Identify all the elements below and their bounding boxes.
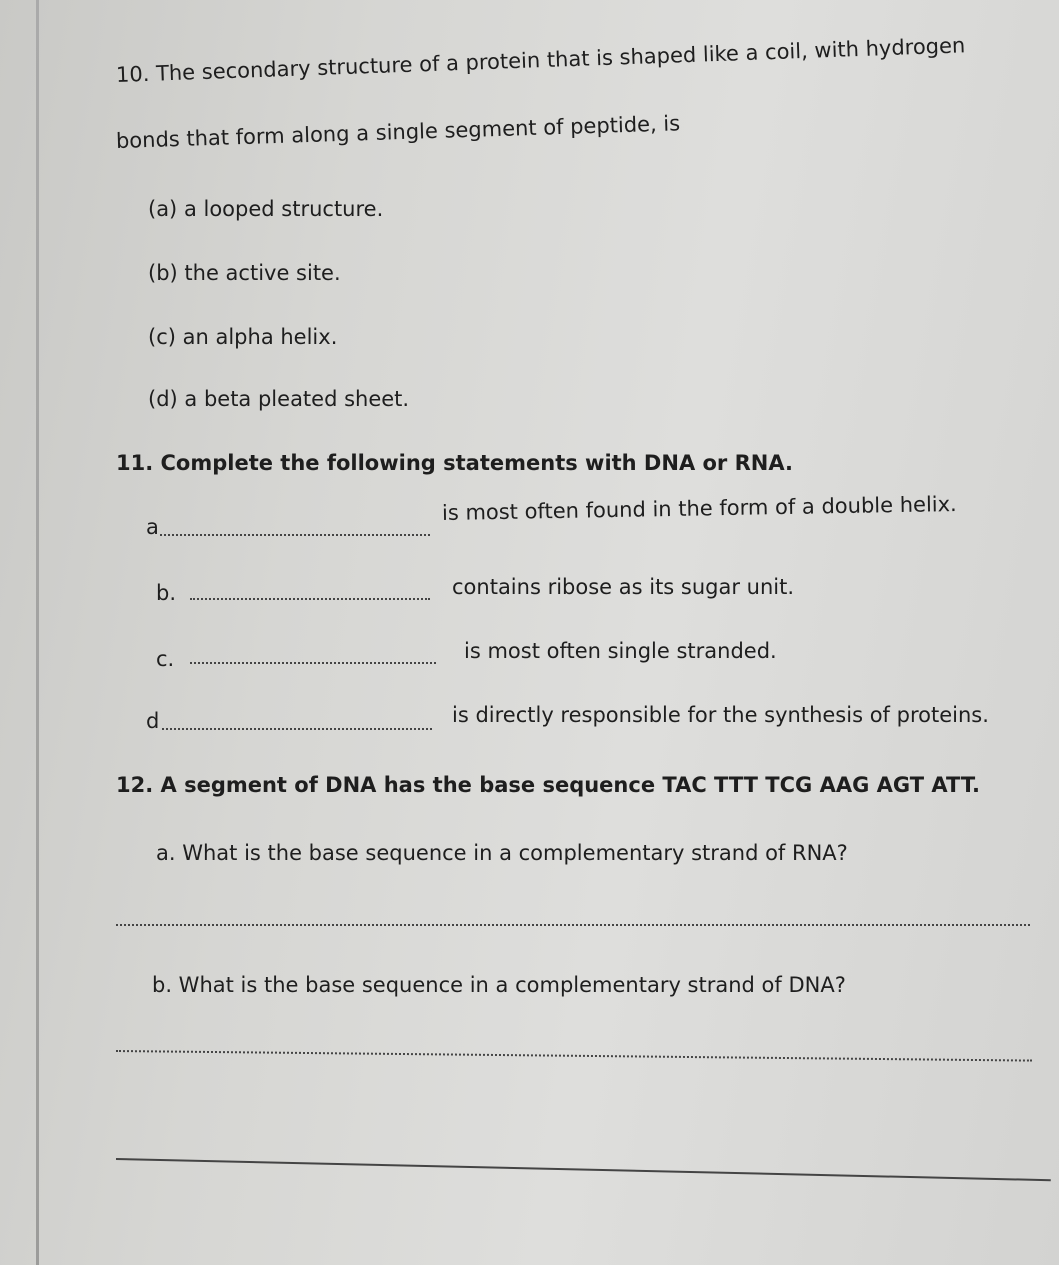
option-a[interactable]	[148, 196, 383, 222]
option-b-label: (b)	[148, 261, 178, 285]
item-b-text: contains ribose as its sugar unit.	[452, 575, 795, 599]
item-d-blank[interactable]	[162, 728, 432, 730]
question-12-part-b: b. What is the base sequence in a complementary strand of DNA?	[152, 973, 846, 997]
question-12-part-a: a. What is the base sequence in a complementary strand of RNA?	[156, 841, 848, 865]
item-b-blank[interactable]	[190, 598, 430, 600]
option-c-text: an alpha helix.	[182, 325, 338, 349]
question-11-number: 11.	[116, 451, 154, 475]
question-12-number: 12.	[116, 773, 154, 797]
item-c-text: is most often single stranded.	[464, 639, 777, 663]
option-d[interactable]	[148, 386, 409, 412]
item-c-label: c.	[156, 647, 175, 671]
item-a-text: is most often found in the form of a double helix.	[441, 492, 957, 525]
item-c-blank[interactable]	[190, 662, 436, 664]
question-11-title: Complete the following statements with DNA or RNA.	[160, 451, 793, 475]
item-d-text: is directly responsible for the synthesis of proteins.	[452, 703, 989, 727]
option-c-label: (c)	[148, 325, 176, 349]
option-b[interactable]	[148, 260, 341, 286]
option-b-text: the active site.	[184, 261, 341, 285]
question-11-heading	[116, 450, 793, 476]
answer-line-rna[interactable]	[116, 924, 1030, 926]
option-a-label: (a)	[148, 197, 178, 221]
question-10-line-2: bonds that form along a single segment of peptide, is	[115, 111, 681, 153]
question-10-number: 10.	[115, 61, 150, 87]
question-10-line-1	[116, 32, 966, 88]
item-d-label: d	[146, 709, 160, 733]
option-a-text: a looped structure.	[183, 197, 384, 221]
question-10-text-1: The secondary structure of a protein that is shaped like a coil, with hydrogen	[155, 33, 966, 86]
item-a-blank[interactable]	[160, 534, 430, 536]
option-d-text: a beta pleated sheet.	[184, 387, 410, 411]
question-12-heading	[116, 772, 980, 798]
item-a-label: a	[146, 515, 159, 539]
page-edge	[36, 0, 39, 1265]
item-b-label: b.	[156, 581, 177, 605]
answer-line-dna[interactable]	[116, 1050, 1032, 1062]
option-c[interactable]	[148, 324, 337, 350]
bottom-rule	[116, 1158, 1051, 1181]
question-12-title: A segment of DNA has the base sequence TAC TTT TCG AAG AGT ATT.	[160, 773, 980, 797]
option-d-label: (d)	[148, 387, 178, 411]
